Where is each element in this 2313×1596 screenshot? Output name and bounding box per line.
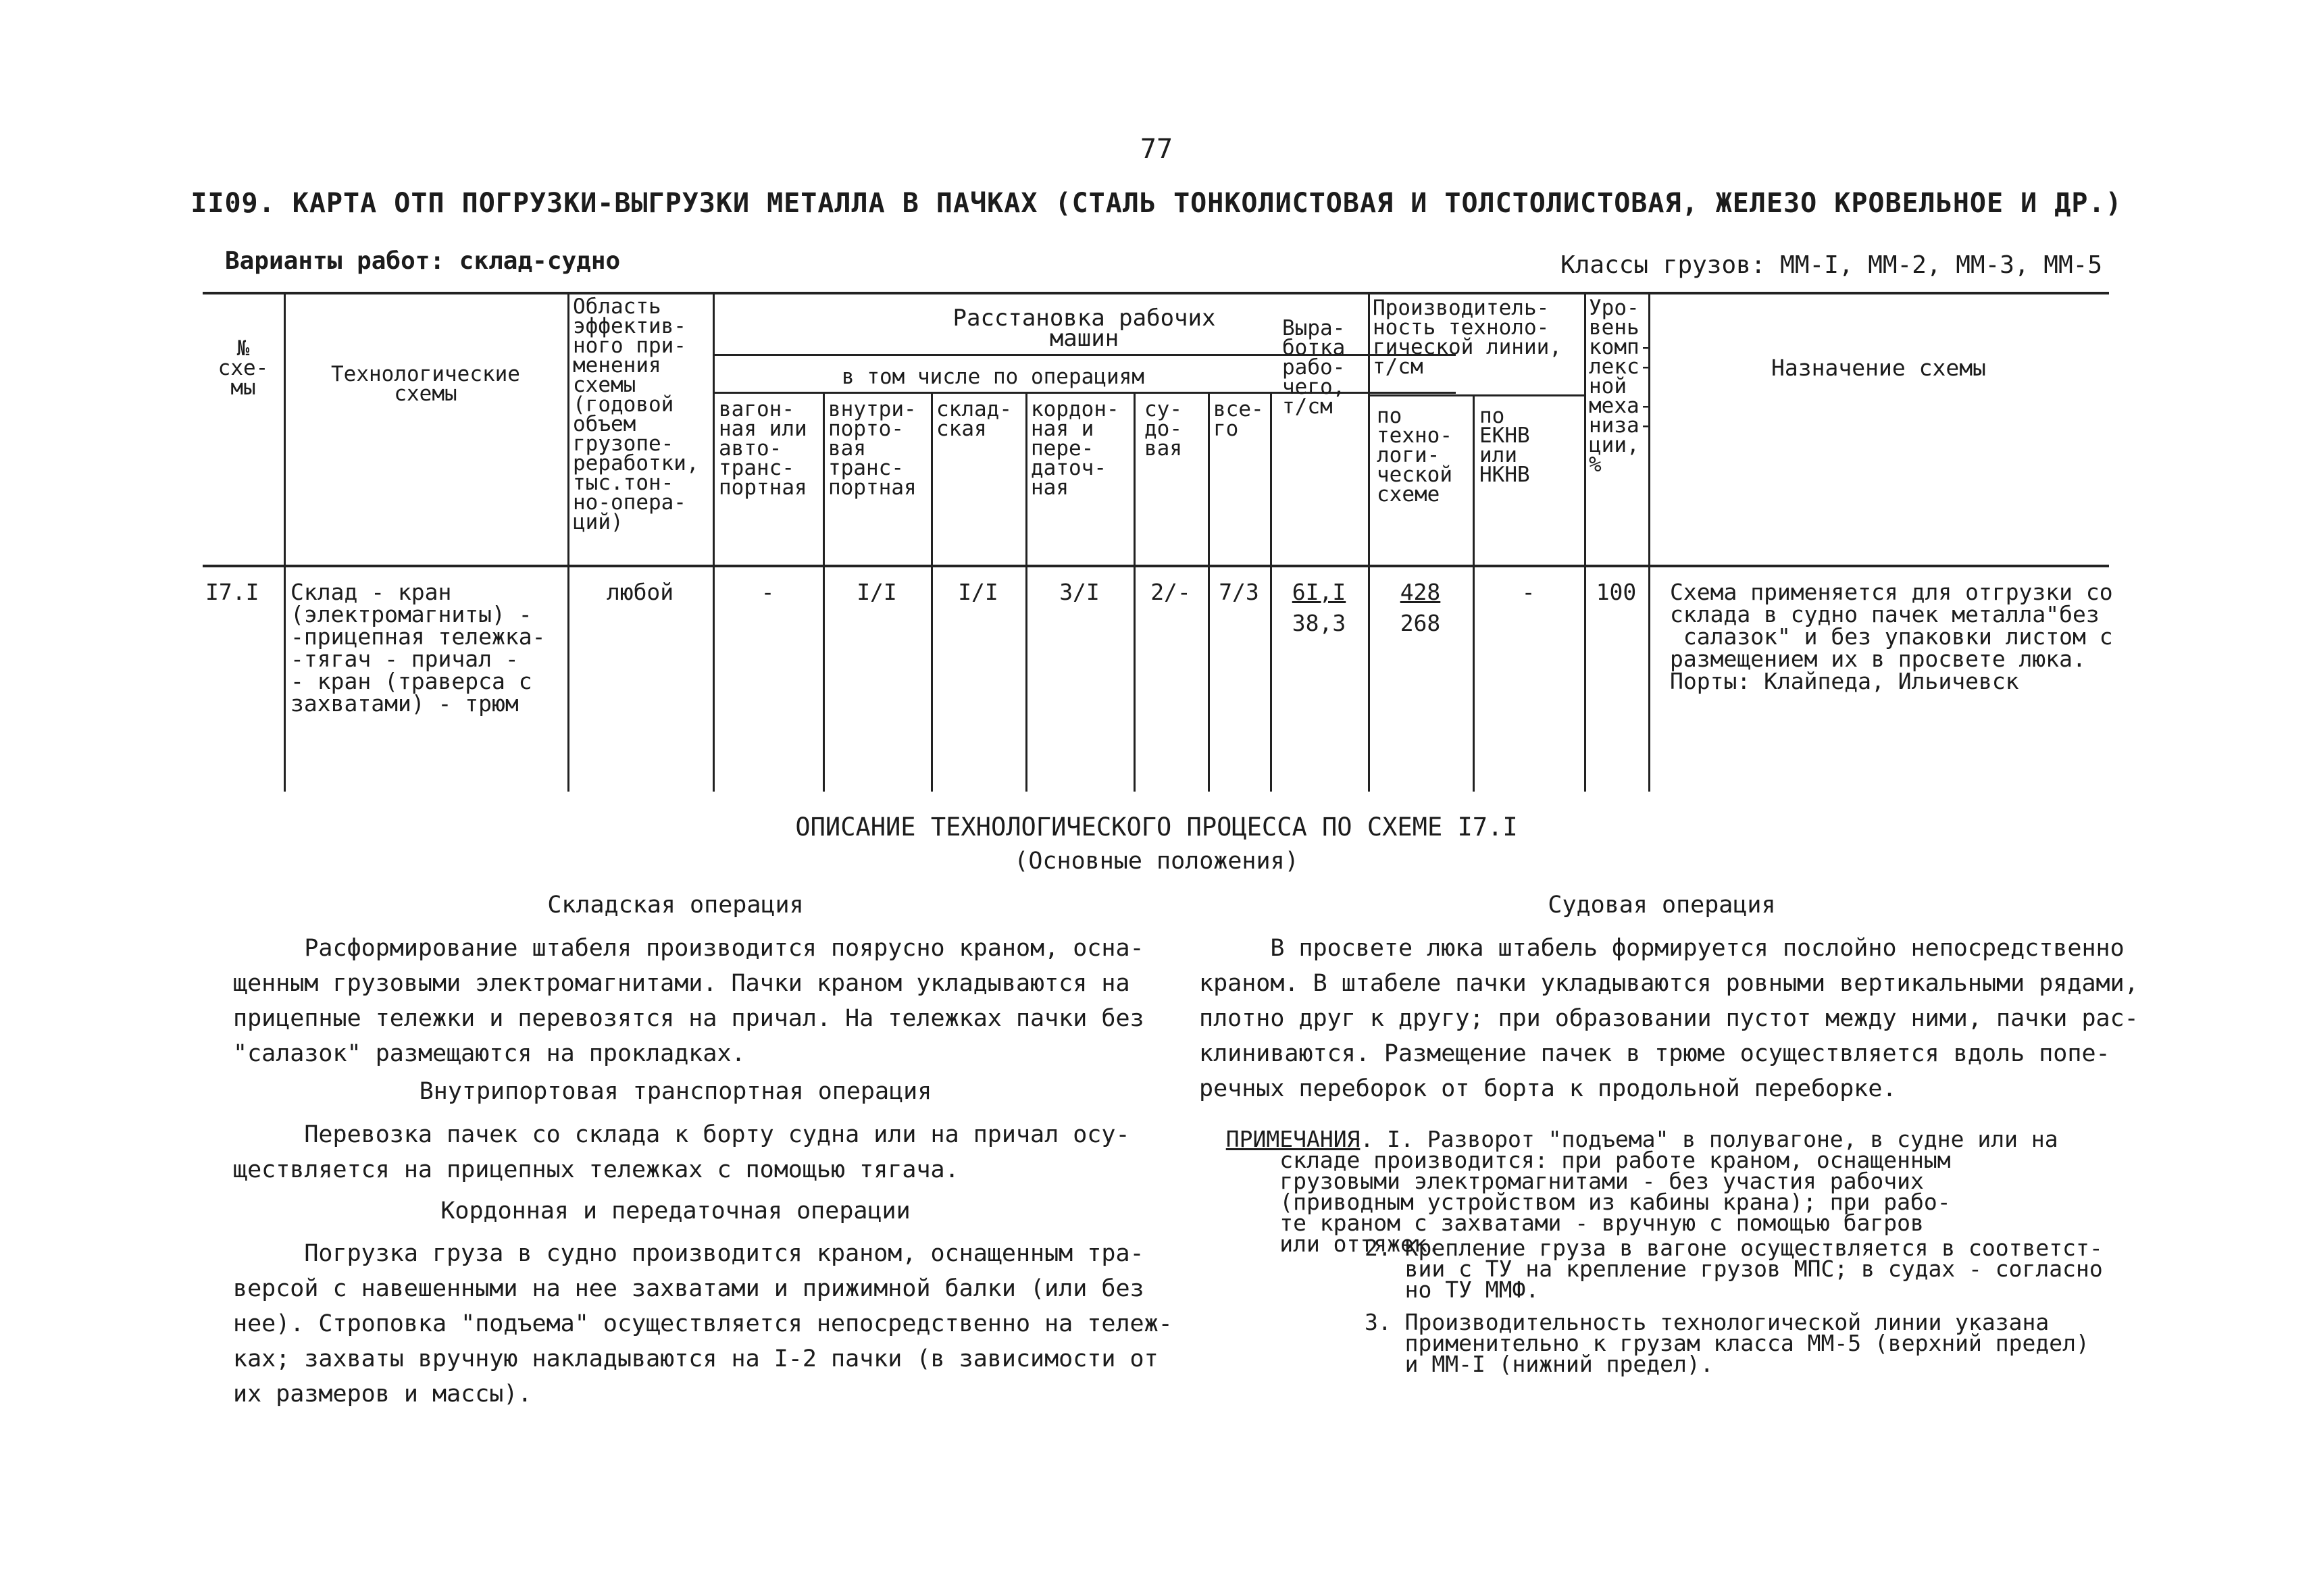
ship-heading: Судовая операция bbox=[1548, 892, 1776, 919]
note-2: 2. Крепление груза в вагоне осуществляется в соответст- вии с ТУ на крепление грузов МПС; в судах - согласно но ТУ ММФ. bbox=[1365, 1235, 2103, 1303]
intraport-text: Перевозка пачек со склада к борту судна или на причал осу- ществляется на прицепных тележках с помощью тягача. bbox=[233, 1121, 1130, 1183]
row-intraport: I/I bbox=[857, 579, 897, 605]
header-total: все- го bbox=[1213, 397, 1264, 441]
col-divider bbox=[567, 292, 569, 792]
row-by-scheme-bottom: 268 bbox=[1400, 610, 1441, 636]
row-purpose: Схема применяется для отгрузки со склада в судно пачек металла"без салазок" и без упаковки листом с размещением их в просвете люка. Порты: Клайпеда, Ильичевск bbox=[1670, 579, 2113, 694]
page-number: 77 bbox=[1140, 134, 1173, 165]
row-by-ekhn: - bbox=[1521, 579, 1535, 605]
note-3: 3. Производительность технологической линии указана применительно к грузам класса ММ-5 (верхний предел) и ММ-I (нижний предел). bbox=[1365, 1309, 2089, 1377]
header-mechanization: Уро- вень комп- лекс- ной меха- низа- ции, % bbox=[1589, 296, 1652, 477]
row-wagon: - bbox=[761, 579, 775, 605]
row-ship: 2/- bbox=[1150, 579, 1191, 605]
productivity-rule bbox=[1368, 394, 1584, 396]
row-output-bottom: 38,3 bbox=[1292, 610, 1346, 636]
row-warehouse: I/I bbox=[958, 579, 998, 605]
ship-text: В просвете люка штабель формируется послойно непосредственно краном. В штабеле пачки укладываются ровными вертикальными рядами, плотно друг к другу; при образовании пустот между ними, пачки рас- клиниваются. Размещение пачек в трюме осуществляется вдоль попе- речных переборок от борта к продольной переборке. bbox=[1199, 935, 2139, 1102]
table-header-rule bbox=[203, 565, 2109, 567]
header-warehouse: склад- ская bbox=[936, 397, 1012, 441]
output-top-value: 6I,I bbox=[1292, 579, 1346, 605]
table-top-rule bbox=[203, 292, 2109, 294]
warehouse-heading: Складская операция bbox=[547, 892, 804, 919]
kordon-heading: Кордонная и передаточная операции bbox=[440, 1198, 911, 1225]
intraport-heading: Внутрипортовая транспортная операция bbox=[419, 1078, 932, 1105]
header-area: Область эффектив- ного при- менения схемы (годовой объем грузопе- реработки, тыс.тон- но-опера- ций) bbox=[573, 294, 699, 534]
row-kordon: 3/I bbox=[1059, 579, 1100, 605]
kordon-text: Погрузка груза в судно производится краном, оснащенным тра- версой с навешенными на нее захватами и прижимной балки (или без нее). Строповка "подъема" осуществляется непосредственно на тележ- ках; захваты вручную накладываются на I-2 пачки (в зависимости от их размеров и массы). bbox=[233, 1240, 1173, 1408]
row-scheme-no: I7.I bbox=[205, 579, 259, 605]
header-placement: Расстановка рабочих машин bbox=[952, 305, 1216, 352]
header-scheme-no: № схе- мы bbox=[218, 336, 269, 400]
warehouse-text: Расформирование штабеля производится поярусно краном, осна- щенным грузовыми электромагнитами. Пачки краном укладываются на прицепные тележки и перевозятся на причал. На тележках пачки без "салазок" размещаются на прокладках. bbox=[233, 935, 1144, 1067]
scheme-table bbox=[203, 292, 2113, 792]
description-subtitle: (Основные положения) bbox=[1014, 848, 1299, 875]
row-mechanization: 100 bbox=[1596, 579, 1637, 605]
header-ship: су- до- вая bbox=[1144, 397, 1182, 461]
header-output: Выра- ботка рабо- чего, т/см bbox=[1282, 316, 1346, 419]
header-intraport: внутри- порто- вая транс- портная bbox=[828, 397, 917, 500]
by-scheme-top-value: 428 bbox=[1400, 579, 1441, 605]
note-1: . I. Разворот "подъема" в полувагоне, в судне или на складе производится: при работе краном, оснащенным грузовыми электромагнитами - без участия рабочих (приводным устройством из кабины крана); при рабо- те краном с захватами - вручную с помощью багров или оттяжек. bbox=[1279, 1126, 2058, 1257]
header-productivity: Производитель- ность техноло- гической линии, т/см bbox=[1373, 296, 1562, 379]
header-including: в том числе по операциям bbox=[842, 365, 1144, 389]
row-area: любой bbox=[606, 579, 674, 605]
header-purpose: Назначение схемы bbox=[1771, 355, 1986, 381]
row-tech-scheme: Склад - кран (электромагниты) - -прицепная тележка- -тягач - причал - - кран (траверса с захватами) - трюм bbox=[290, 579, 546, 717]
col-divider bbox=[1368, 292, 1370, 792]
notes-label: ПРИМЕЧАНИЯ bbox=[1225, 1126, 1361, 1152]
cargo-classes: Классы грузов: ММ-I, ММ-2, ММ-3, ММ-5 bbox=[1560, 251, 2102, 279]
col-divider bbox=[1584, 292, 1586, 792]
row-total: 7/3 bbox=[1219, 579, 1259, 605]
notes-block bbox=[1199, 1108, 2058, 1257]
description-title: ОПИСАНИЕ ТЕХНОЛОГИЧЕСКОГО ПРОЦЕССА ПО СХЕМЕ I7.I bbox=[795, 813, 1518, 842]
col-divider bbox=[713, 292, 715, 792]
work-variants: Варианты работ: склад-судно bbox=[225, 247, 621, 275]
header-tech-schemes: Технологические схемы bbox=[331, 362, 520, 406]
header-kordon: кордон- ная и пере- даточ- ная bbox=[1031, 397, 1119, 500]
header-wagon: вагон- ная или авто- транс- портная bbox=[719, 397, 807, 500]
header-by-scheme: по техно- логи- ческой схеме bbox=[1377, 404, 1452, 507]
row-output-top bbox=[1270, 581, 1368, 604]
row-by-scheme-top bbox=[1368, 581, 1473, 604]
header-by-ekhn: по ЕКНВ или НКНВ bbox=[1479, 404, 1530, 487]
page-title: II09. КАРТА ОТП ПОГРУЗКИ-ВЫГРУЗКИ МЕТАЛЛА В ПАЧКАХ (СТАЛЬ ТОНКОЛИСТОВАЯ И ТОЛСТОЛИСТОВАЯ, ЖЕЛЕЗО КРОВЕЛЬНОЕ И ДР.) bbox=[190, 188, 2123, 219]
